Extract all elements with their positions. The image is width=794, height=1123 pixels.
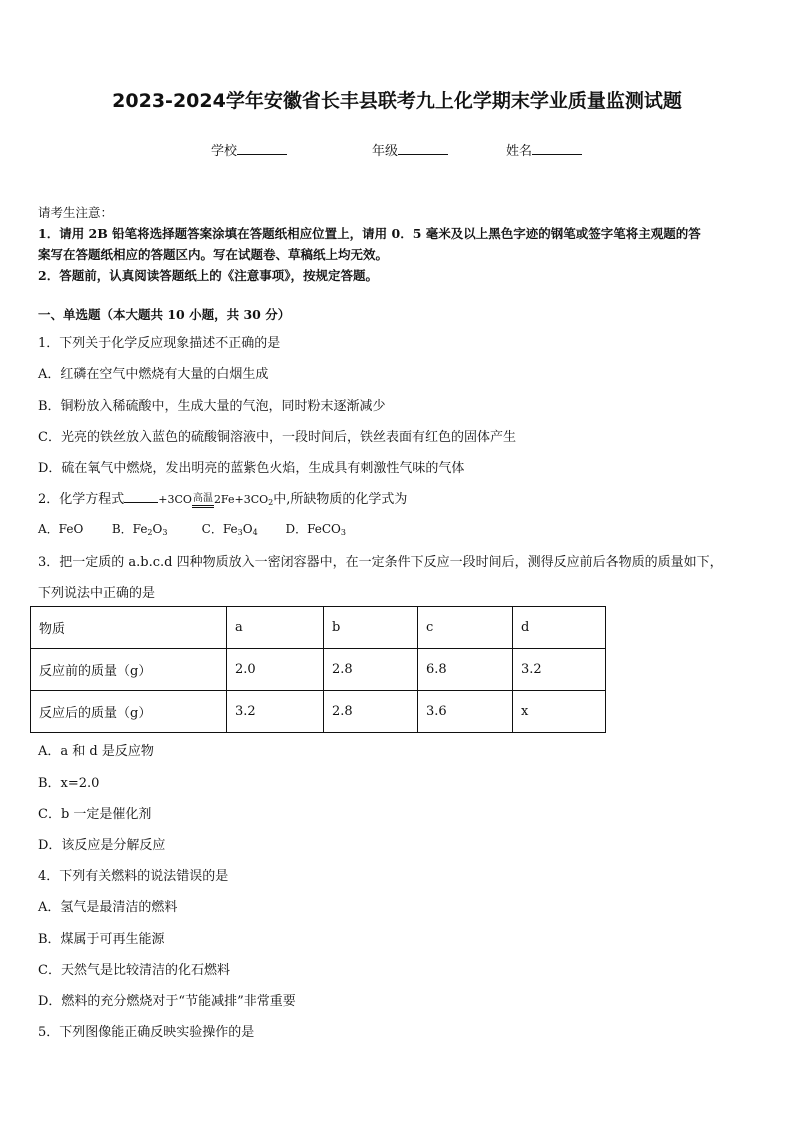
q3-option-b: B．x=2.0 xyxy=(38,776,100,791)
name-field xyxy=(506,140,582,159)
table-cell: 2.8 xyxy=(324,649,418,691)
q2-option-b-sub1: 2 xyxy=(147,528,153,537)
name-label: 姓名 xyxy=(506,144,533,159)
q2-stem-mid1: +3CO xyxy=(158,493,192,506)
section-title: 一、单选题（本大题共 10 小题，共 30 分） xyxy=(38,307,291,322)
q2-option-b-o: O xyxy=(152,522,163,536)
q2-option-b xyxy=(112,520,198,537)
q3-stem-line-2: 下列说法中正确的是 xyxy=(38,586,156,601)
school-label: 学校 xyxy=(211,144,238,159)
q2-option-c xyxy=(202,520,282,537)
q2-option-d-main: D．FeCO xyxy=(285,522,341,536)
table-cell: 反应前的质量（g） xyxy=(31,649,227,691)
q1-option-c: C．光亮的铁丝放入蓝色的硫酸铜溶液中，一段时间后，铁丝表面有红色的固体产生 xyxy=(38,430,516,445)
notes-item-2: 2．答题前，认真阅读答题纸上的《注意事项》，按规定答题。 xyxy=(38,268,378,283)
q2-option-c-sub2: 4 xyxy=(252,528,258,537)
q4-option-a: A．氢气是最清洁的燃料 xyxy=(38,900,178,915)
table-cell: 2.8 xyxy=(324,691,418,733)
q3-stem-line-1: 3．把一定质的 a.b.c.d 四种物质放入一密闭容器中，在一定条件下反应一段时间后，测得反应前后各物质的质量如下， xyxy=(38,555,723,570)
q4-option-b: B．煤属于可再生能源 xyxy=(38,932,165,947)
q2-option-d xyxy=(285,520,346,537)
mass-table xyxy=(30,606,606,733)
q3-option-a: A．a 和 d 是反应物 xyxy=(38,744,154,759)
table-cell: 3.2 xyxy=(227,691,324,733)
q2-stem xyxy=(38,488,407,507)
table-header-cell: 物质 xyxy=(31,607,227,649)
q2-reaction-condition: 高温 xyxy=(192,493,213,504)
table-header-cell: b xyxy=(324,607,418,649)
table-cell: 3.2 xyxy=(513,649,606,691)
table-cell: 2.0 xyxy=(227,649,324,691)
q2-option-a: A．FeO xyxy=(38,522,84,536)
table-header-cell: a xyxy=(227,607,324,649)
q2-option-b-sub2: 3 xyxy=(162,528,168,537)
table-header-cell: d xyxy=(513,607,606,649)
table-row xyxy=(31,691,606,733)
q2-option-d-sub: 3 xyxy=(340,528,346,537)
q2-options xyxy=(38,520,346,537)
table-cell: 3.6 xyxy=(418,691,513,733)
school-field xyxy=(211,140,287,159)
q1-stem: 1．下列关于化学反应现象描述不正确的是 xyxy=(38,336,281,351)
grade-field xyxy=(372,140,448,159)
table-header-row xyxy=(31,607,606,649)
q2-stem-mid2: 2Fe+3CO xyxy=(213,493,269,506)
q4-option-c: C．天然气是比较清洁的化石燃料 xyxy=(38,963,230,978)
q1-option-a: A．红磷在空气中燃烧有大量的白烟生成 xyxy=(38,367,269,382)
q1-option-b: B．铜粉放入稀硫酸中，生成大量的气泡，同时粉末逐渐减少 xyxy=(38,399,386,414)
q2-stem-suffix: 中,所缺物质的化学式为 xyxy=(273,492,408,507)
table-row xyxy=(31,649,606,691)
q2-option-c-sub1: 3 xyxy=(237,528,243,537)
table-cell: x xyxy=(513,691,606,733)
table-cell: 反应后的质量（g） xyxy=(31,691,227,733)
q5-stem: 5．下列图像能正确反映实验操作的是 xyxy=(38,1025,255,1040)
q2-co2-subscript: 2 xyxy=(268,498,274,507)
q2-option-c-o: O xyxy=(242,522,253,536)
table-cell: 6.8 xyxy=(418,649,513,691)
q4-option-d: D．燃料的充分燃烧对于“节能减排”非常重要 xyxy=(38,994,296,1009)
notes-heading: 请考生注意： xyxy=(38,205,114,220)
name-blank xyxy=(532,142,582,155)
q2-answer-blank xyxy=(124,491,158,503)
q1-option-d: D．硫在氧气中燃烧，发出明亮的蓝紫色火焰，生成具有刺激性气味的气体 xyxy=(38,461,465,476)
notes-item-1-line-1: 1．请用 2B 铅笔将选择题答案涂填在答题纸相应位置上，请用 0．5 毫米及以上黑色字迹的钢笔或签字笔将主观题的答 xyxy=(38,226,701,241)
q2-stem-prefix: 2．化学方程式 xyxy=(38,492,125,507)
q2-option-b-main: B．Fe xyxy=(111,522,148,536)
q2-option-c-main: C．Fe xyxy=(201,522,238,536)
q4-stem: 4．下列有关燃料的说法错误的是 xyxy=(38,869,229,884)
q3-option-c: C．b 一定是催化剂 xyxy=(38,807,152,822)
notes-item-1-line-2: 案写在答题纸相应的答题区内。写在试题卷、草稿纸上均无效。 xyxy=(38,247,389,262)
grade-label: 年级 xyxy=(372,144,399,159)
page-title: 2023-2024学年安徽省长丰县联考九上化学期末学业质量监测试题 xyxy=(112,90,682,112)
grade-blank xyxy=(398,142,448,155)
table-header-cell: c xyxy=(418,607,513,649)
q3-option-d: D．该反应是分解反应 xyxy=(38,838,166,853)
exam-notes xyxy=(38,202,760,286)
school-blank xyxy=(237,142,287,155)
